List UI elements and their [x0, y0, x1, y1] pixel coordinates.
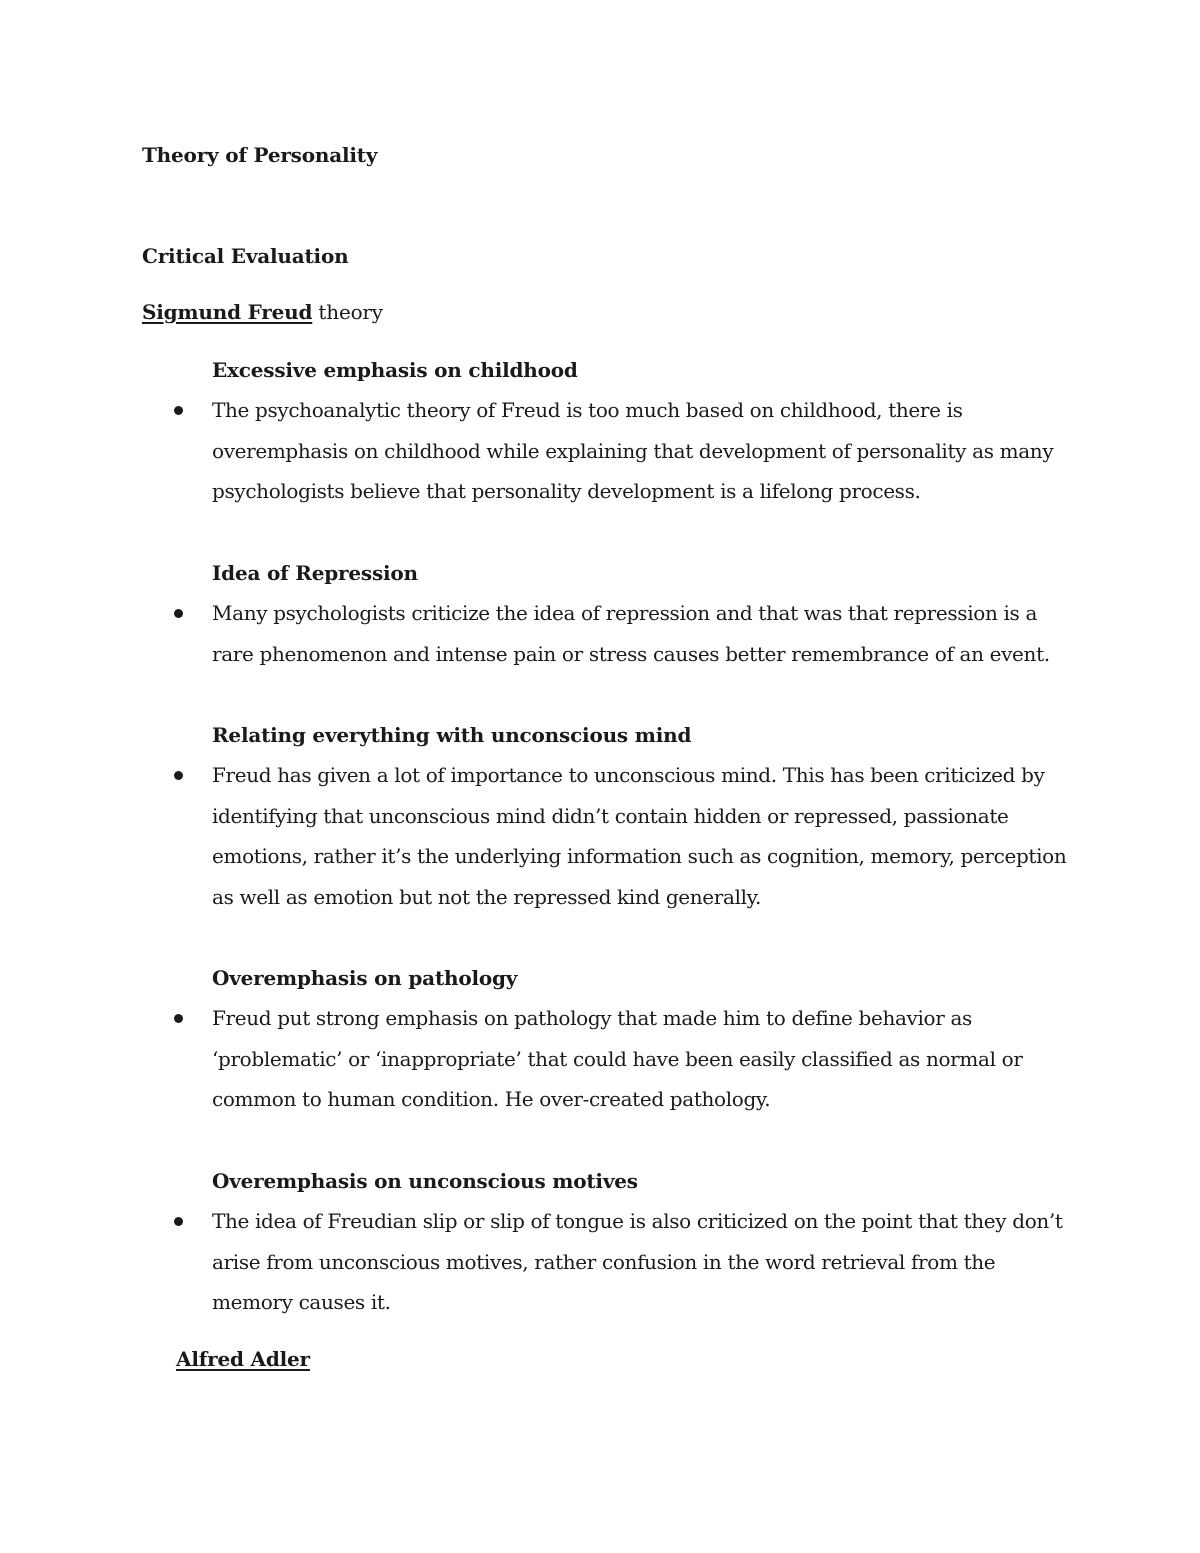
subject-line: [142, 300, 383, 324]
bullet-item: [212, 1201, 1072, 1323]
critique-text: The idea of Freudian slip or slip of tongue is also criticized on the point that they don’t arise from unconscious motives, rather confusion in the word retrieval from the memory causes it.: [212, 1209, 1063, 1315]
subject-suffix: theory: [312, 300, 383, 324]
subject-name: Sigmund Freud: [142, 300, 313, 324]
critique-block: [212, 715, 1072, 918]
critique-heading: Overemphasis on unconscious motives: [212, 1169, 638, 1193]
critique-heading: Overemphasis on pathology: [212, 966, 518, 990]
critique-text: The psychoanalytic theory of Freud is too much based on childhood, there is overemphasis on childhood while explaining that development of personality as many psychologists believe that personality development is a lifelong process.: [212, 398, 1054, 504]
bullet-item: [212, 593, 1072, 674]
bullet-icon: [174, 771, 183, 780]
section-heading: Critical Evaluation: [142, 244, 349, 268]
bullet-item: [212, 998, 1072, 1120]
critique-text: Freud has given a lot of importance to unconscious mind. This has been criticized by identifying that unconscious mind didn’t contain hidden or repressed, passionate emotions, rather it’s the underlying information such as cognition, memory, perception as well as emotion but not the repressed kind generally.: [212, 763, 1067, 910]
critique-text: Many psychologists criticize the idea of repression and that was that repression is a rare phenomenon and intense pain or stress causes better remembrance of an event.: [212, 601, 1050, 666]
critique-block: [212, 553, 1072, 674]
critique-block: [212, 350, 1072, 512]
critique-block: [212, 958, 1072, 1120]
document-title: Theory of Personality: [142, 143, 378, 167]
critique-text: Freud put strong emphasis on pathology that made him to define behavior as ‘problematic’ or ‘inappropriate’ that could have been easily classified as normal or common to human condition. He over-created pathology.: [212, 1006, 1023, 1112]
bullet-icon: [174, 1014, 183, 1023]
critique-heading: Idea of Repression: [212, 561, 418, 585]
bullet-item: [212, 755, 1072, 918]
bullet-icon: [174, 1217, 183, 1226]
critique-heading: Relating everything with unconscious mind: [212, 723, 692, 747]
next-subject-heading: Alfred Adler: [176, 1347, 310, 1371]
critique-block: [212, 1161, 1072, 1323]
bullet-icon: [174, 406, 183, 415]
bullet-icon: [174, 609, 183, 618]
critique-heading: Excessive emphasis on childhood: [212, 358, 578, 382]
bullet-item: [212, 390, 1072, 512]
